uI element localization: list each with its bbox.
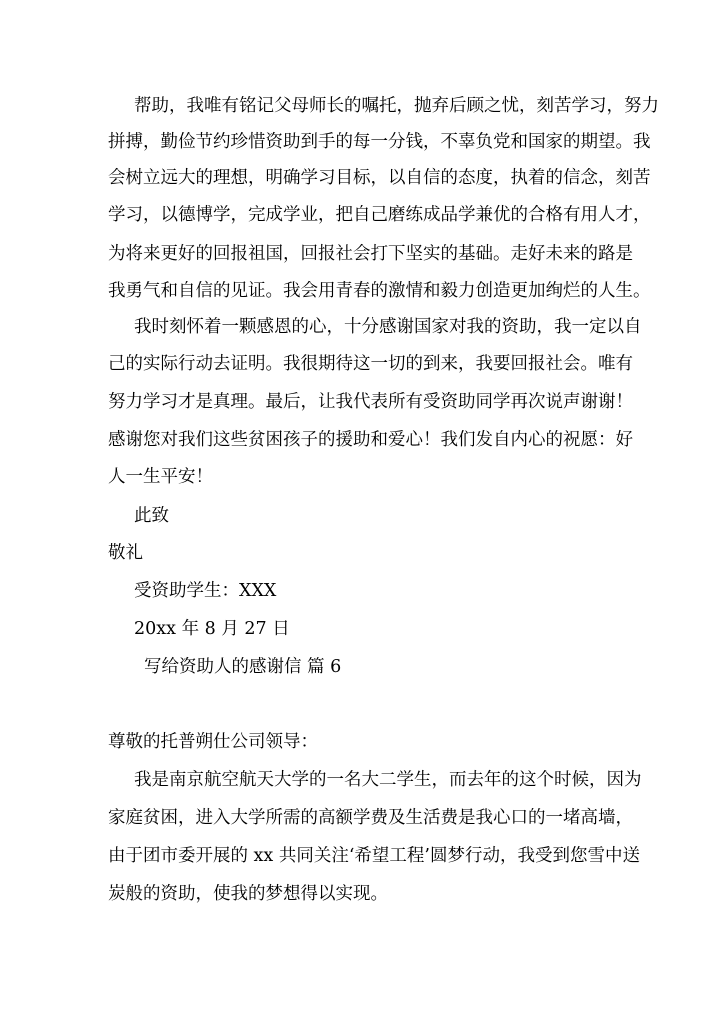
paragraph-line: 己的实际行动去证明。我很期待这一切的到来，我要回报社会。唯有 [108, 354, 633, 374]
paragraph-line: 拼搏，勤俭节约珍惜资助到手的每一分钱，不辜负党和国家的期望。我 [108, 132, 651, 152]
closing-salutation: 此致 [134, 506, 169, 526]
paragraph-line: 我时刻怀着一颗感恩的心，十分感谢国家对我的资助，我一定以自 [134, 317, 642, 337]
paragraph-line: 人一生平安！ [108, 467, 213, 487]
paragraph-line: 由于团市委开展的 xx 共同关注‘希望工程’圆梦行动，我受到您雪中送 [108, 846, 640, 866]
date-line: 20xx 年 8 月 27 日 [134, 619, 290, 639]
paragraph-line: 为将来更好的回报祖国，回报社会打下坚实的基础。走好未来的路是 [108, 244, 633, 264]
letter-greeting: 尊敬的托普朔仕公司领导： [108, 732, 318, 752]
paragraph-line: 家庭贫困，进入大学所需的高额学费及生活费是我心口的一堵高墙， [108, 808, 633, 828]
paragraph-line: 会树立远大的理想，明确学习目标，以自信的态度，执着的信念，刻苦 [108, 168, 651, 188]
paragraph-line: 帮助，我唯有铭记父母师长的嘱托，抛弃后顾之忧，刻苦学习，努力 [134, 96, 659, 116]
paragraph-line: 感谢您对我们这些贫困孩子的援助和爱心！我们发自内心的祝愿：好 [108, 430, 633, 450]
section-heading: 写给资助人的感谢信 篇 6 [144, 657, 342, 677]
paragraph-line: 努力学习才是真理。最后，让我代表所有受资助同学再次说声谢谢！ [108, 392, 633, 412]
paragraph-line: 我勇气和自信的见证。我会用青春的激情和毅力创造更加绚烂的人生。 [108, 281, 651, 301]
closing-regards: 敬礼 [108, 543, 143, 563]
paragraph-line: 炭般的资助，使我的梦想得以实现。 [108, 884, 388, 904]
paragraph-line: 学习，以德博学，完成学业，把自己磨练成品学兼优的合格有用人才， [108, 205, 651, 225]
signature-line: 受资助学生：XXX [134, 581, 277, 601]
paragraph-line: 我是南京航空航天大学的一名大二学生，而去年的这个时候，因为 [134, 770, 642, 790]
